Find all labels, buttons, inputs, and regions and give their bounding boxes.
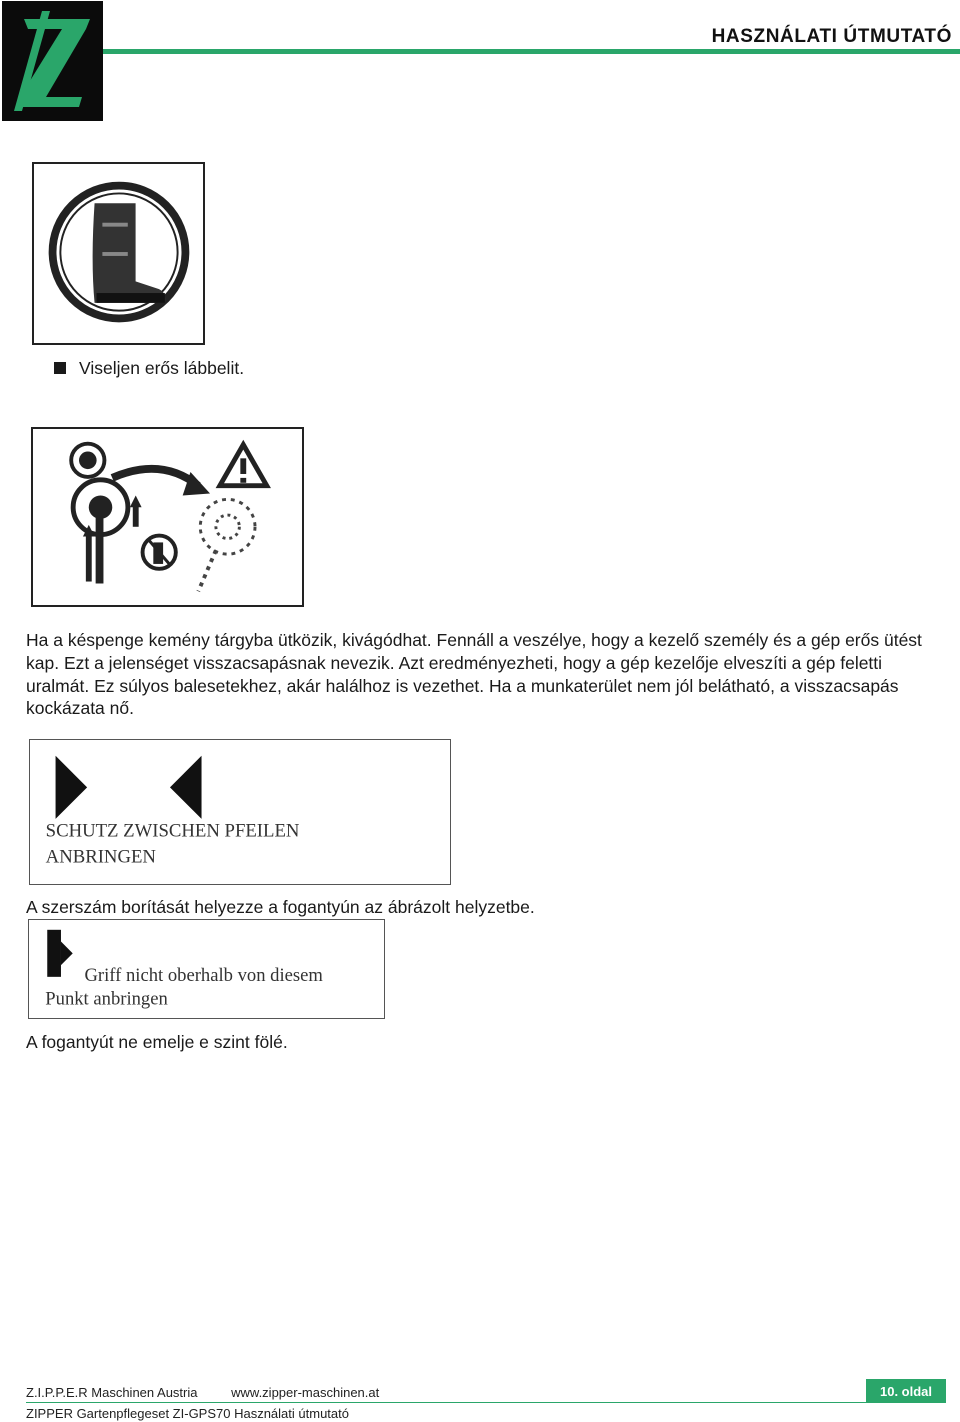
handle-sign-graphic bbox=[29, 920, 384, 1018]
zipper-logo bbox=[2, 1, 103, 121]
guard-caption: A szerszám borítását helyezze a fogantyún az ábrázolt helyzetbe. bbox=[26, 897, 535, 917]
boots-instruction: Viseljen erős lábbelit. bbox=[79, 358, 245, 378]
footer-info bbox=[26, 1385, 379, 1400]
safety-boot-pictogram bbox=[32, 162, 205, 345]
bullet-square-icon bbox=[54, 362, 66, 374]
kickback-paragraph: Ha a késpenge kemény tárgyba ütközik, kivágódhat. Fennáll a veszélye, hogy a kezelő személy és a gép erős ütést kap. Ezt a jelenséget visszacsapásnak nevezik. Azt eredményezheti, hogy a gép kezelője elveszíti a gép feletti uralmát. Ez súlyos balesetekhez, akár halálhoz is vezethet. Ha a munkaterület nem jól belátható, a visszacsapás kockázata nő. bbox=[26, 630, 922, 719]
footer-rule bbox=[26, 1402, 866, 1403]
guard-sign-line2: ANBRINGEN bbox=[45, 846, 156, 868]
kickback-warning-icon bbox=[33, 429, 302, 605]
handle-limit-sign bbox=[28, 919, 385, 1019]
guard-position-sign bbox=[29, 739, 451, 885]
handle-caption: A fogantyút ne emelje e szint fölé. bbox=[26, 1032, 288, 1052]
kickback-pictogram bbox=[31, 427, 304, 607]
header-rule bbox=[103, 49, 960, 54]
handle-sign-line2: Punkt anbringen bbox=[45, 988, 168, 1010]
zipper-z-logo-icon bbox=[2, 1, 103, 121]
right-arrow-icon bbox=[56, 756, 88, 819]
pointer-arrow-icon bbox=[61, 942, 73, 966]
safety-boot-icon bbox=[34, 164, 203, 343]
page-number-badge: 10. oldal bbox=[866, 1379, 946, 1403]
handle-sign-line1: Griff nicht oberhalb von diesem bbox=[84, 964, 323, 986]
footer-company: Z.I.P.P.E.R Maschinen Austria bbox=[26, 1385, 198, 1400]
boots-bullet bbox=[54, 357, 244, 380]
guard-sign-graphic bbox=[30, 740, 450, 884]
footer-website: www.zipper-maschinen.at bbox=[231, 1385, 380, 1400]
document-title: HASZNÁLATI ÚTMUTATÓ bbox=[711, 26, 952, 47]
left-arrow-icon bbox=[170, 756, 202, 819]
footer-manual: ZIPPER Gartenpflegeset ZI-GPS70 Használati útmutató bbox=[26, 1406, 349, 1421]
guard-sign-line1: SCHUTZ ZWISCHEN PFEILEN bbox=[45, 820, 300, 842]
